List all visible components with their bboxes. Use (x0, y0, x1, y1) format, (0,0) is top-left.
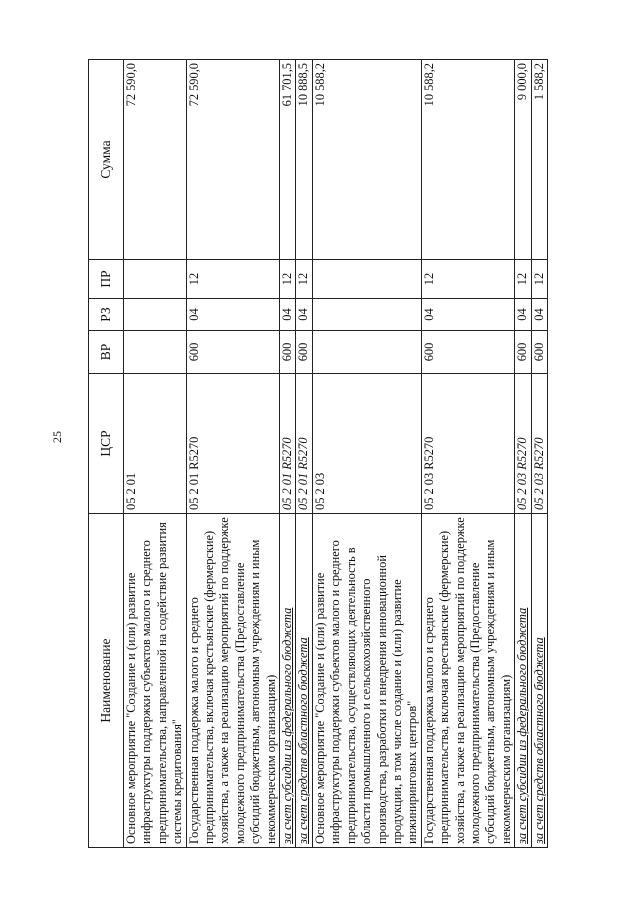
table-row (312, 60, 421, 848)
row-pr: 12 (515, 260, 531, 299)
row-vr: 600 (280, 331, 296, 374)
table-row (421, 60, 514, 848)
table-row (124, 60, 187, 848)
row-name: за счет субсидии из федерального бюджета (280, 514, 296, 848)
row-name: Государственная поддержка малого и среднего предпринимательства, включая крестьянские (фермерские) хозяйства, а также на реализацию мероприятий по поддержке молодежного предпринимательства (Предоставление субсидий бюджетным, автономным учреждениям и иным некоммерческим организациям) (186, 514, 279, 848)
row-sum: 9 000,0 (515, 60, 531, 260)
table-row (186, 60, 279, 848)
row-vr (124, 331, 187, 374)
row-rz: 04 (280, 299, 296, 331)
row-pr: 12 (280, 260, 296, 299)
row-csr: 05 2 03 (312, 374, 421, 514)
row-csr: 05 2 01 R5270 (296, 374, 312, 514)
row-rz: 04 (186, 299, 279, 331)
row-sum: 10 588,2 (312, 60, 421, 260)
row-pr: 12 (421, 260, 514, 299)
row-csr: 05 2 01 (124, 374, 187, 514)
row-sum: 72 590,0 (124, 60, 187, 260)
row-vr: 600 (186, 331, 279, 374)
table-row (296, 60, 312, 848)
row-vr: 600 (421, 331, 514, 374)
row-csr: 05 2 01 R5270 (280, 374, 296, 514)
row-rz: 04 (515, 299, 531, 331)
table-row (531, 60, 547, 848)
row-pr (124, 260, 187, 299)
row-csr: 05 2 03 R5270 (531, 374, 547, 514)
row-name: за счет субсидии из федерального бюджета (515, 514, 531, 848)
page-number: 25 (50, 431, 64, 443)
header-pr: ПР (89, 260, 124, 299)
rotated-table-container (88, 60, 548, 848)
header-sum: Сумма (89, 60, 124, 260)
table-row (515, 60, 531, 848)
row-pr (312, 260, 421, 299)
row-vr (312, 331, 421, 374)
row-name: за счет средств областного бюджета (296, 514, 312, 848)
header-rz: РЗ (89, 299, 124, 331)
row-sum: 72 590,0 (186, 60, 279, 260)
budget-table (88, 59, 548, 848)
row-rz: 04 (296, 299, 312, 331)
header-csr: ЦСР (89, 374, 124, 514)
row-vr: 600 (531, 331, 547, 374)
row-vr: 600 (515, 331, 531, 374)
row-vr: 600 (296, 331, 312, 374)
row-rz (124, 299, 187, 331)
row-rz: 04 (421, 299, 514, 331)
header-vr: ВР (89, 331, 124, 374)
row-csr: 05 2 03 R5270 (515, 374, 531, 514)
row-pr: 12 (186, 260, 279, 299)
table-header-row (89, 60, 124, 848)
row-sum: 10 588,2 (421, 60, 514, 260)
row-pr: 12 (296, 260, 312, 299)
row-name: за счет средств областного бюджета (531, 514, 547, 848)
row-name: Государственная поддержка малого и среднего предпринимательства, включая крестьянские (фермерские) хозяйства, а также на реализацию мероприятий по поддержке молодежного предпринимательства (Предоставление субсидий бюджетным, автономным учреждениям и иным некоммерческим организациям) (421, 514, 514, 848)
row-csr: 05 2 03 R5270 (421, 374, 514, 514)
row-pr: 12 (531, 260, 547, 299)
row-name: Основное мероприятие "Создание и (или) развитие инфраструктуры поддержки субъектов малого и среднего предпринимательства, осуществляющих деятельность в области промышленного и сельскохозяйственного производства, разработки и внедрения инновационной продукции, в том числе создание и (или) развитие инжиниринговых центров" (312, 514, 421, 848)
row-rz: 04 (531, 299, 547, 331)
row-name: Основное мероприятие "Создание и (или) развитие инфраструктуры поддержки субъектов малого и среднего предпринимательства, направленной на содействие развития системы кредитования" (124, 514, 187, 848)
row-rz (312, 299, 421, 331)
row-sum: 61 701,5 (280, 60, 296, 260)
row-sum: 10 888,5 (296, 60, 312, 260)
header-name: Наименование (89, 514, 124, 848)
row-csr: 05 2 01 R5270 (186, 374, 279, 514)
row-sum: 1 588,2 (531, 60, 547, 260)
table-row (280, 60, 296, 848)
